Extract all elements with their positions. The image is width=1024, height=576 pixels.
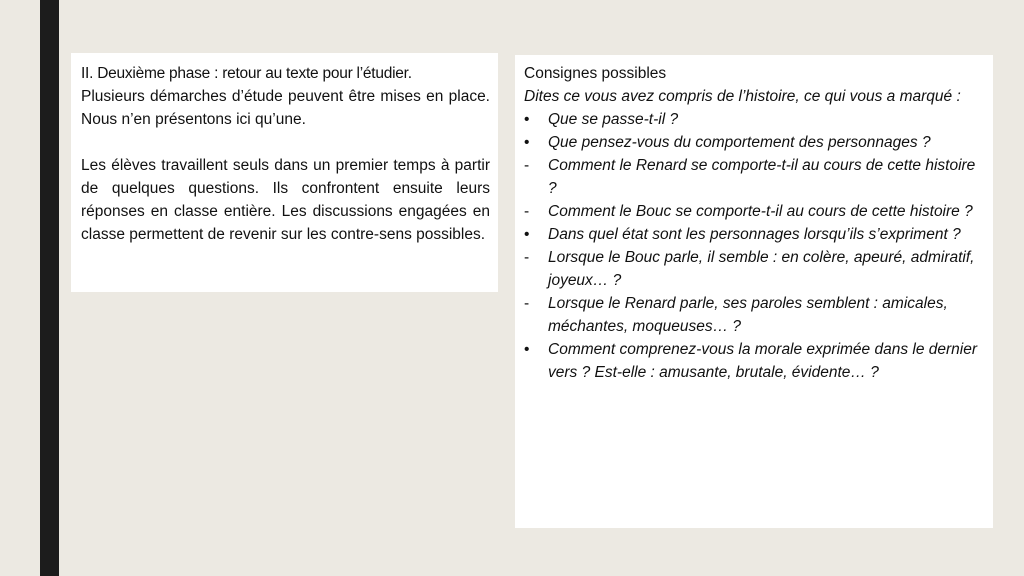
list-item-text: Comment le Bouc se comporte-t-il au cours de cette histoire ?: [548, 203, 973, 220]
instructions-intro: Dites ce vous avez compris de l’histoire, ce qui vous a marqué :: [524, 88, 961, 105]
list-item: [524, 200, 983, 223]
bullet-marker: •: [524, 341, 530, 358]
list-item-text: Comment comprenez-vous la morale exprimée dans le dernier vers ? Est-elle : amusante, brutale, évidente… ?: [548, 341, 978, 381]
list-item-text: Comment le Renard se comporte-t-il au cours de cette histoire ?: [548, 157, 976, 197]
list-item-text: Que se passe-t-il ?: [548, 111, 679, 128]
phase-heading: II. Deuxième phase : retour au texte pour l’étudier.: [81, 65, 412, 82]
instructions-list: [524, 108, 983, 384]
list-item-text: Que pensez-vous du comportement des personnages ?: [548, 134, 931, 151]
bullet-marker: •: [524, 226, 530, 243]
bullet-marker: •: [524, 134, 530, 151]
dash-marker: -: [524, 157, 530, 174]
list-item: [524, 338, 983, 384]
bullet-marker: •: [524, 111, 530, 128]
list-item-text: Lorsque le Renard parle, ses paroles semblent : amicales, méchantes, moqueuses… ?: [548, 295, 948, 335]
list-item: [524, 131, 983, 154]
list-item: [524, 246, 983, 292]
dash-marker: -: [524, 295, 530, 312]
dash-marker: -: [524, 249, 530, 266]
instructions-box: [515, 55, 993, 528]
phase-description-box: [71, 53, 498, 292]
method-paragraph: Les élèves travaillent seuls dans un premier temps à partir de quelques questions. Ils confrontent ensuite leurs réponses en classe entière. Les discussions engagées en classe permettent de revenir sur les contre-sens possibles.: [81, 157, 490, 243]
list-item-text: Dans quel état sont les personnages lorsqu’ils s’expriment ?: [548, 226, 961, 243]
list-item-text: Lorsque le Bouc parle, il semble : en colère, apeuré, admiratif, joyeux… ?: [548, 249, 975, 289]
instructions-heading: Consignes possibles: [524, 65, 667, 82]
dash-marker: -: [524, 203, 530, 220]
list-item: [524, 223, 983, 246]
intro-paragraph: Plusieurs démarches d’étude peuvent être mises en place. Nous n’en présentons ici qu’une.: [81, 88, 490, 128]
list-item: [524, 154, 983, 200]
list-item: [524, 292, 983, 338]
list-item: [524, 108, 983, 131]
left-accent-bar: [40, 0, 59, 576]
